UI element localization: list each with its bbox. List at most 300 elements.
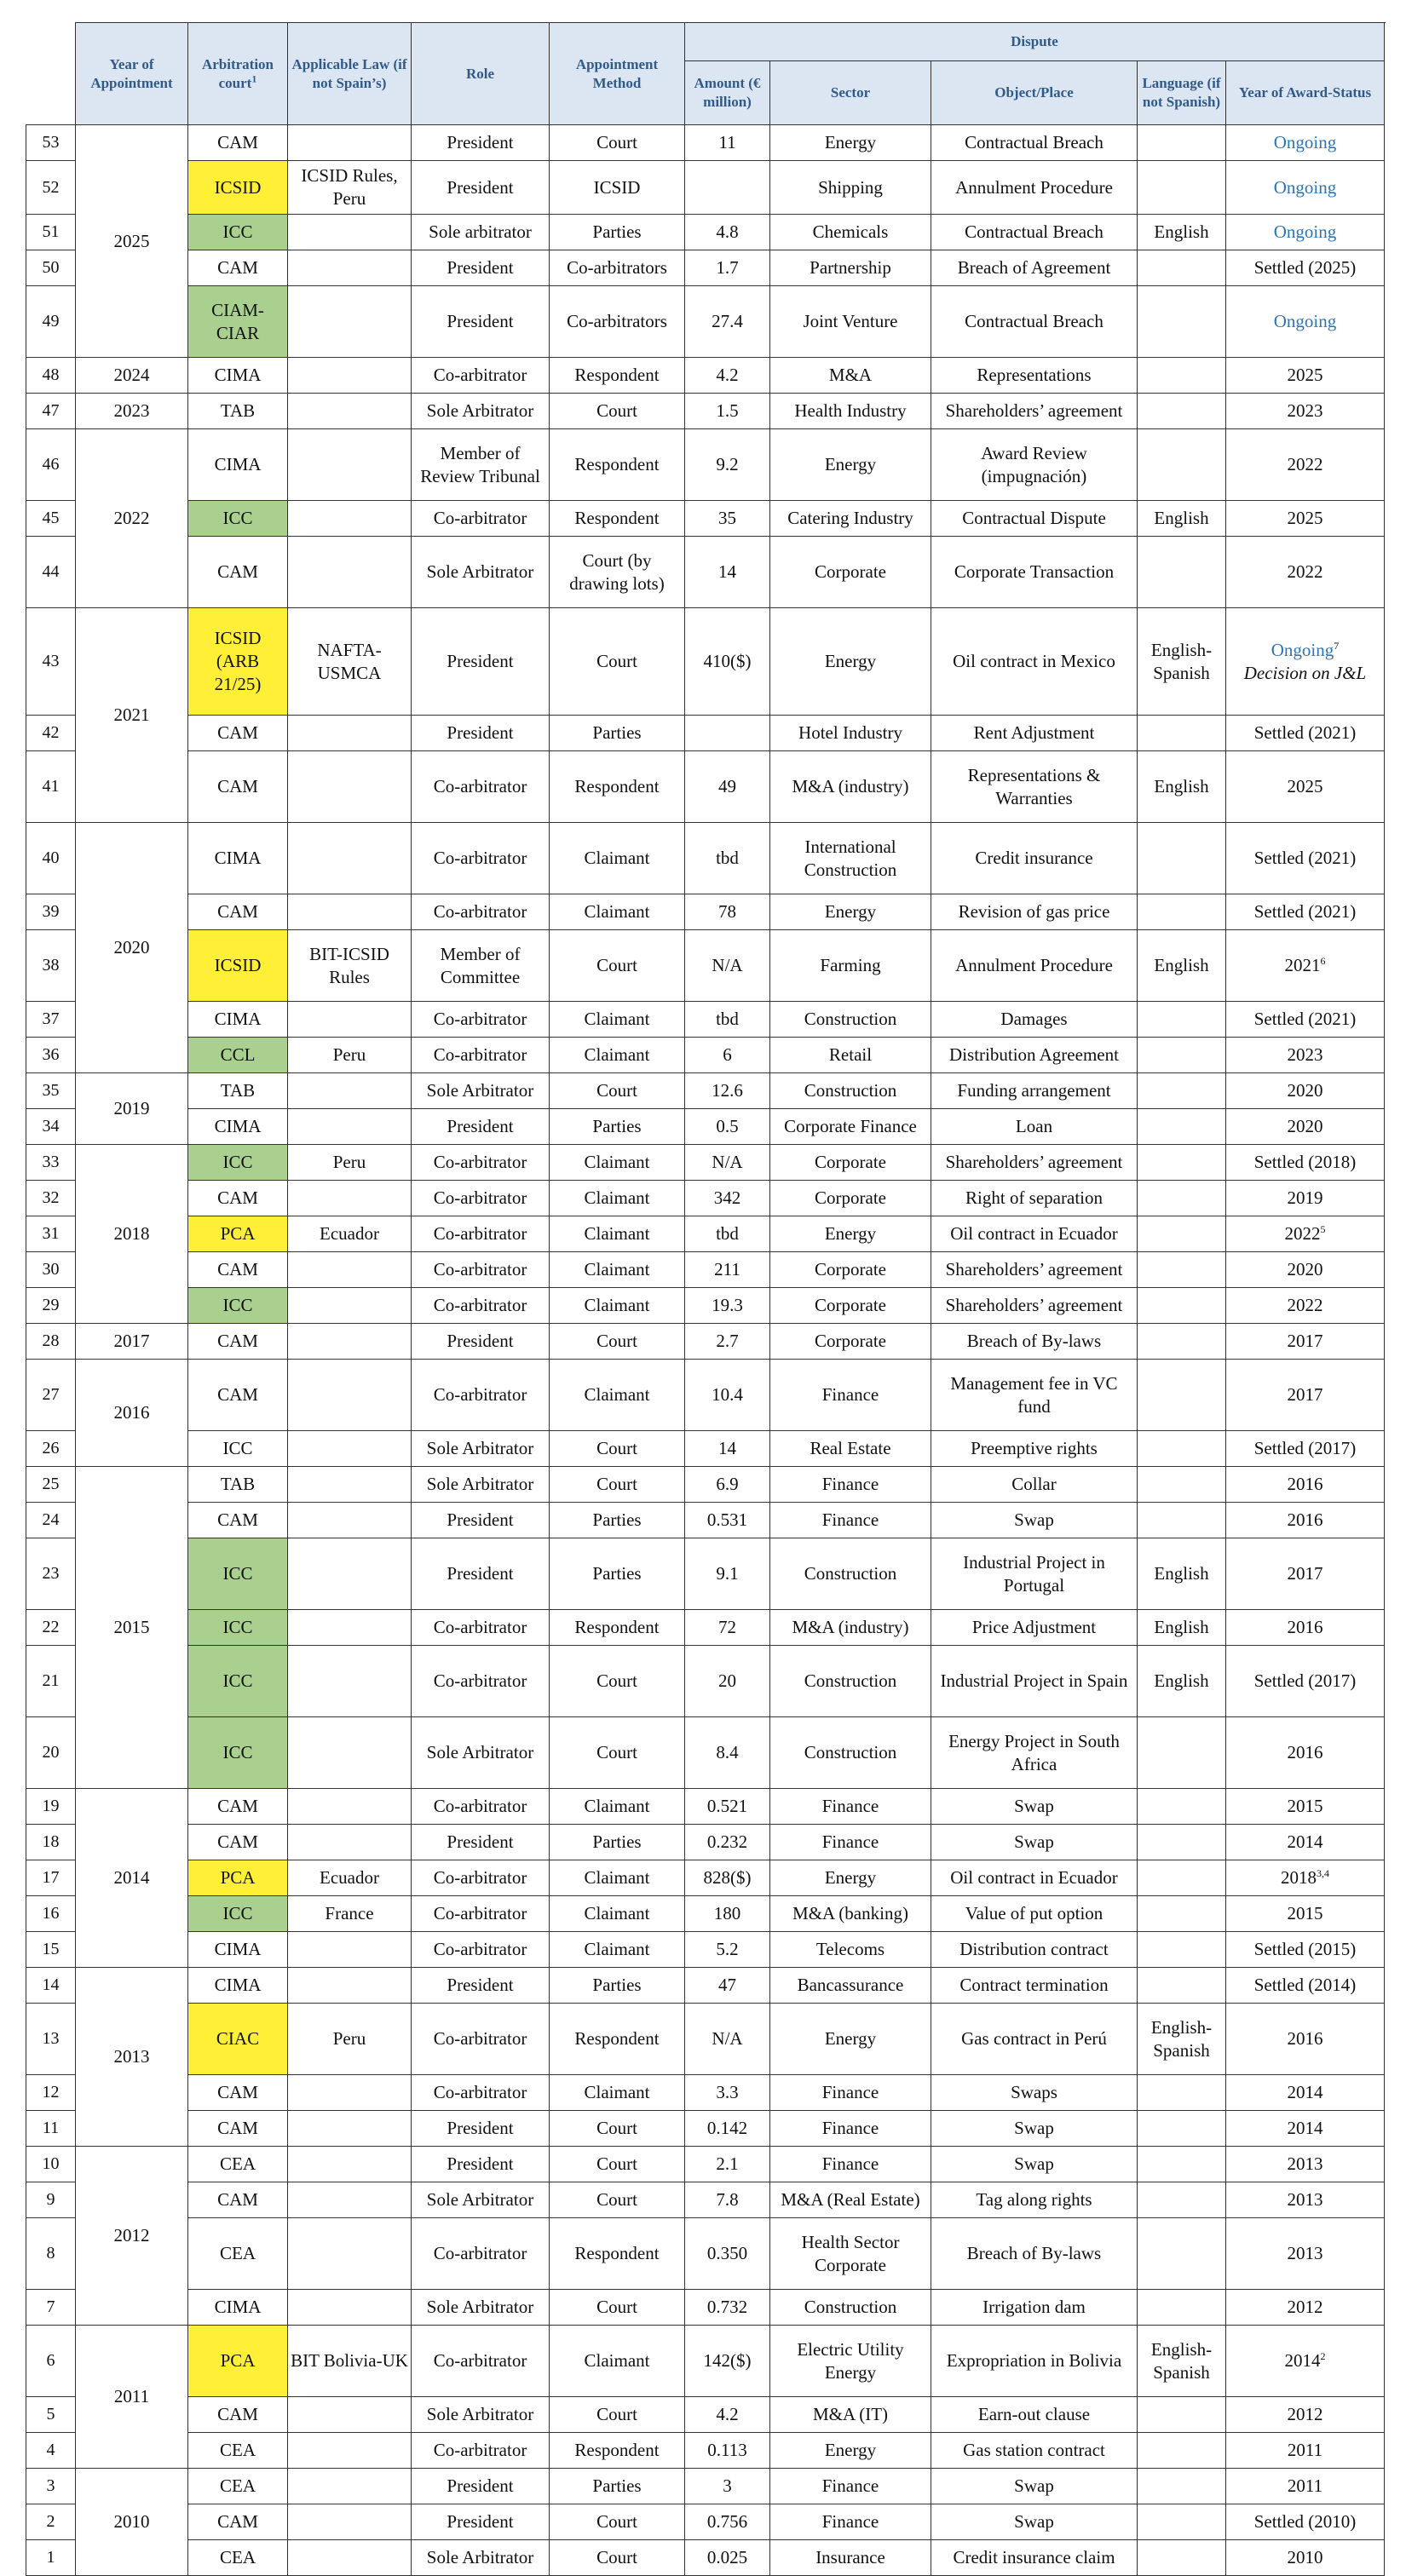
object-cell: Rent Adjustment: [931, 716, 1138, 751]
method-cell: Respondent: [550, 358, 685, 394]
sector-cell: Hotel Industry: [770, 716, 931, 751]
language-cell: [1138, 1288, 1226, 1324]
amount-cell: 8.4: [685, 1717, 770, 1789]
court-cell: PCA: [188, 2326, 288, 2397]
sector-cell: Finance: [770, 1467, 931, 1503]
object-cell: Irrigation dam: [931, 2290, 1138, 2326]
language-cell: [1138, 716, 1226, 751]
row-number: 48: [26, 358, 76, 394]
status-cell: [1226, 2147, 1385, 2182]
table-row: [26, 1467, 1385, 1503]
status-text: 2011: [1287, 2475, 1323, 2496]
role-cell: Co-arbitrator: [412, 1932, 550, 1968]
amount-cell: N/A: [685, 930, 770, 1002]
court-cell: ICC: [188, 215, 288, 250]
language-cell: [1138, 358, 1226, 394]
year-cell: 2022: [76, 429, 188, 608]
court-cell: ICC: [188, 1610, 288, 1646]
court-cell: ICSID (ARB 21/25): [188, 608, 288, 716]
row-number: 49: [26, 286, 76, 358]
table-row: [26, 1109, 1385, 1145]
sector-cell: Finance: [770, 2147, 931, 2182]
row-number: 24: [26, 1503, 76, 1538]
amount-cell: 72: [685, 1610, 770, 1646]
status-text: 2025: [1287, 365, 1323, 385]
role-cell: Co-arbitrator: [412, 2075, 550, 2111]
method-cell: Parties: [550, 215, 685, 250]
language-cell: [1138, 1145, 1226, 1181]
sector-cell: Partnership: [770, 250, 931, 286]
law-cell: [288, 1288, 412, 1324]
object-cell: Right of separation: [931, 1181, 1138, 1216]
law-cell: ICSID Rules, Peru: [288, 161, 412, 215]
status-text: 2019: [1287, 1187, 1323, 1208]
status-text: 2011: [1287, 2440, 1323, 2460]
sector-cell: Construction: [770, 1002, 931, 1038]
role-cell: Co-arbitrator: [412, 1181, 550, 1216]
law-cell: [288, 537, 412, 608]
table-row: [26, 2075, 1385, 2111]
row-number: 15: [26, 1932, 76, 1968]
role-cell: Sole Arbitrator: [412, 1073, 550, 1109]
method-cell: Respondent: [550, 1610, 685, 1646]
sector-cell: Construction: [770, 1646, 931, 1717]
role-cell: Co-arbitrator: [412, 1038, 550, 1073]
court-cell: CIMA: [188, 2290, 288, 2326]
sector-cell: M&A (IT): [770, 2397, 931, 2433]
amount-cell: 0.350: [685, 2218, 770, 2290]
table-row: [26, 1610, 1385, 1646]
status-cell: [1226, 1717, 1385, 1789]
sector-cell: Construction: [770, 1717, 931, 1789]
role-cell: Co-arbitrator: [412, 1360, 550, 1431]
status-text: Settled (2025): [1253, 257, 1357, 278]
status-cell: [1226, 2326, 1385, 2397]
table-row: [26, 1860, 1385, 1896]
status-cell: [1226, 1252, 1385, 1288]
status-cell: [1226, 2469, 1385, 2504]
row-number: 16: [26, 1896, 76, 1932]
sector-cell: Chemicals: [770, 215, 931, 250]
row-number: 29: [26, 1288, 76, 1324]
court-cell: CAM: [188, 2111, 288, 2147]
header-court-label: Arbitration court: [201, 55, 274, 91]
status-cell: [1226, 2075, 1385, 2111]
table-row: [26, 394, 1385, 429]
header-status: Year of Award-Status: [1226, 61, 1385, 125]
status-cell: [1226, 1109, 1385, 1145]
table-row: [26, 125, 1385, 161]
court-cell: CEA: [188, 2469, 288, 2504]
status-cell: [1226, 608, 1385, 716]
court-cell: CAM: [188, 537, 288, 608]
court-cell: CIMA: [188, 823, 288, 894]
amount-cell: 9.1: [685, 1538, 770, 1610]
law-cell: BIT-ICSID Rules: [288, 930, 412, 1002]
status-cell: [1226, 358, 1385, 394]
role-cell: Co-arbitrator: [412, 501, 550, 537]
law-cell: [288, 501, 412, 537]
role-cell: Sole Arbitrator: [412, 2397, 550, 2433]
status-text: 2013: [1287, 2243, 1323, 2263]
law-cell: [288, 1109, 412, 1145]
table-header: [26, 23, 1385, 125]
court-cell: CAM: [188, 1252, 288, 1288]
status-footnote: 6: [1320, 955, 1326, 967]
language-cell: [1138, 1431, 1226, 1467]
year-cell: 2018: [76, 1145, 188, 1324]
language-cell: [1138, 1825, 1226, 1860]
court-cell: ICC: [188, 1646, 288, 1717]
court-cell: CAM: [188, 2075, 288, 2111]
amount-cell: 0.113: [685, 2433, 770, 2469]
amount-cell: 0.732: [685, 2290, 770, 2326]
header-blank-corner: [26, 23, 76, 125]
status-cell: [1226, 250, 1385, 286]
status-cell: [1226, 2290, 1385, 2326]
row-number: 33: [26, 1145, 76, 1181]
amount-cell: 3.3: [685, 2075, 770, 2111]
status-text: 2016: [1287, 1474, 1323, 1494]
status-text: 2025: [1287, 776, 1323, 796]
court-cell: CAM: [188, 1503, 288, 1538]
language-cell: English: [1138, 1646, 1226, 1717]
sector-cell: Energy: [770, 894, 931, 930]
status-text: 2014: [1287, 2082, 1323, 2102]
status-text: Ongoing: [1273, 311, 1337, 331]
language-cell: English: [1138, 1538, 1226, 1610]
role-cell: Co-arbitrator: [412, 1789, 550, 1825]
amount-cell: 5.2: [685, 1932, 770, 1968]
court-cell: CAM: [188, 894, 288, 930]
status-cell: [1226, 1073, 1385, 1109]
status-footnote: 2: [1320, 2350, 1326, 2362]
table-row: [26, 1717, 1385, 1789]
header-court-footnote: 1: [251, 72, 257, 84]
sector-cell: Catering Industry: [770, 501, 931, 537]
status-text: 2015: [1287, 1903, 1323, 1923]
table-row: [26, 1145, 1385, 1181]
status-text: 2022: [1287, 561, 1323, 582]
object-cell: Swaps: [931, 2075, 1138, 2111]
sector-cell: M&A (industry): [770, 751, 931, 823]
amount-cell: 0.232: [685, 1825, 770, 1860]
year-cell: 2020: [76, 823, 188, 1073]
language-cell: English: [1138, 751, 1226, 823]
header-law: Applicable Law (if not Spain’s): [288, 23, 412, 125]
language-cell: [1138, 429, 1226, 501]
sector-cell: Energy: [770, 608, 931, 716]
role-cell: Co-arbitrator: [412, 1896, 550, 1932]
law-cell: [288, 1360, 412, 1431]
law-cell: [288, 429, 412, 501]
status-cell: [1226, 2004, 1385, 2075]
row-number: 30: [26, 1252, 76, 1288]
row-number: 19: [26, 1789, 76, 1825]
amount-cell: 1.7: [685, 250, 770, 286]
method-cell: Court: [550, 1324, 685, 1360]
object-cell: Swap: [931, 2504, 1138, 2540]
status-text: 2023: [1287, 400, 1323, 421]
court-cell: TAB: [188, 1467, 288, 1503]
table-row: [26, 930, 1385, 1002]
amount-cell: 19.3: [685, 1288, 770, 1324]
status-text: Settled (2018): [1253, 1152, 1357, 1172]
law-cell: [288, 716, 412, 751]
sector-cell: Finance: [770, 2504, 931, 2540]
object-cell: Contract termination: [931, 1968, 1138, 2004]
amount-cell: 0.756: [685, 2504, 770, 2540]
language-cell: [1138, 2182, 1226, 2218]
table-row: [26, 2004, 1385, 2075]
law-cell: Ecuador: [288, 1860, 412, 1896]
role-cell: President: [412, 2469, 550, 2504]
status-text: Settled (2021): [1253, 848, 1357, 868]
language-cell: [1138, 1968, 1226, 2004]
status-cell: [1226, 1038, 1385, 1073]
amount-cell: 6: [685, 1038, 770, 1073]
sector-cell: Retail: [770, 1038, 931, 1073]
row-number: 31: [26, 1216, 76, 1252]
table-row: [26, 2326, 1385, 2397]
court-cell: CIMA: [188, 1932, 288, 1968]
table-row: [26, 1073, 1385, 1109]
role-cell: Co-arbitrator: [412, 751, 550, 823]
object-cell: Contractual Breach: [931, 125, 1138, 161]
law-cell: [288, 751, 412, 823]
method-cell: Court: [550, 394, 685, 429]
row-number: 38: [26, 930, 76, 1002]
role-cell: Co-arbitrator: [412, 1610, 550, 1646]
sector-cell: Bancassurance: [770, 1968, 931, 2004]
row-number: 22: [26, 1610, 76, 1646]
status-cell: [1226, 716, 1385, 751]
header-court: [188, 23, 288, 125]
sector-cell: Energy: [770, 429, 931, 501]
year-cell: 2024: [76, 358, 188, 394]
year-cell: 2019: [76, 1073, 188, 1145]
method-cell: Parties: [550, 1825, 685, 1860]
role-cell: President: [412, 161, 550, 215]
status-text: Settled (2021): [1253, 1009, 1357, 1029]
method-cell: Claimant: [550, 1038, 685, 1073]
law-cell: [288, 1825, 412, 1860]
year-cell: 2014: [76, 1789, 188, 1968]
sector-cell: Energy: [770, 1216, 931, 1252]
amount-cell: 20: [685, 1646, 770, 1717]
court-cell: CEA: [188, 2218, 288, 2290]
status-cell: [1226, 394, 1385, 429]
law-cell: [288, 2290, 412, 2326]
table-row: [26, 1038, 1385, 1073]
role-cell: President: [412, 716, 550, 751]
status-text: 2014: [1284, 2350, 1321, 2371]
language-cell: [1138, 537, 1226, 608]
sector-cell: Energy: [770, 1860, 931, 1896]
row-number: 26: [26, 1431, 76, 1467]
amount-cell: 9.2: [685, 429, 770, 501]
role-cell: Co-arbitrator: [412, 823, 550, 894]
amount-cell: 6.9: [685, 1467, 770, 1503]
table-row: [26, 2504, 1385, 2540]
method-cell: Claimant: [550, 1789, 685, 1825]
status-cell: [1226, 501, 1385, 537]
language-cell: [1138, 1038, 1226, 1073]
status-text: Settled (2017): [1253, 1670, 1357, 1691]
table-row: [26, 716, 1385, 751]
role-cell: Co-arbitrator: [412, 1145, 550, 1181]
sector-cell: Real Estate: [770, 1431, 931, 1467]
language-cell: [1138, 1324, 1226, 1360]
sector-cell: Finance: [770, 1825, 931, 1860]
court-cell: CEA: [188, 2433, 288, 2469]
sector-cell: Corporate: [770, 1145, 931, 1181]
language-cell: [1138, 2218, 1226, 2290]
amount-cell: 410($): [685, 608, 770, 716]
law-cell: [288, 394, 412, 429]
sector-cell: International Construction: [770, 823, 931, 894]
status-text: Settled (2017): [1253, 1438, 1357, 1458]
sector-cell: Health Industry: [770, 394, 931, 429]
amount-cell: 0.5: [685, 1109, 770, 1145]
object-cell: Expropriation in Bolivia: [931, 2326, 1138, 2397]
role-cell: Sole Arbitrator: [412, 1467, 550, 1503]
status-text: 2014: [1287, 1831, 1323, 1852]
role-cell: President: [412, 2111, 550, 2147]
law-cell: [288, 2469, 412, 2504]
language-cell: [1138, 2504, 1226, 2540]
status-cell: [1226, 429, 1385, 501]
sector-cell: Construction: [770, 1073, 931, 1109]
object-cell: Award Review (impugnación): [931, 429, 1138, 501]
court-cell: CAM: [188, 2182, 288, 2218]
role-cell: Co-arbitrator: [412, 2218, 550, 2290]
status-text: 2017: [1287, 1384, 1323, 1405]
row-number: 43: [26, 608, 76, 716]
table-row: [26, 1252, 1385, 1288]
status-text: 2020: [1287, 1080, 1323, 1101]
table-row: [26, 1181, 1385, 1216]
status-cell: [1226, 894, 1385, 930]
row-number: 42: [26, 716, 76, 751]
method-cell: Claimant: [550, 1252, 685, 1288]
sector-cell: Finance: [770, 1503, 931, 1538]
role-cell: Co-arbitrator: [412, 2433, 550, 2469]
table-row: [26, 1288, 1385, 1324]
court-cell: CAM: [188, 250, 288, 286]
language-cell: [1138, 1360, 1226, 1431]
court-cell: CCL: [188, 1038, 288, 1073]
header-dispute: Dispute: [685, 23, 1385, 61]
law-cell: [288, 2433, 412, 2469]
law-cell: Peru: [288, 1038, 412, 1073]
role-cell: President: [412, 1538, 550, 1610]
status-cell: [1226, 1646, 1385, 1717]
law-cell: [288, 215, 412, 250]
law-cell: [288, 1181, 412, 1216]
status-text: Ongoing: [1271, 639, 1334, 660]
year-cell: 2023: [76, 394, 188, 429]
status-text: Settled (2021): [1253, 901, 1357, 922]
role-cell: President: [412, 125, 550, 161]
status-cell: [1226, 2433, 1385, 2469]
status-text: 2015: [1287, 1796, 1323, 1816]
row-number: 27: [26, 1360, 76, 1431]
amount-cell: 180: [685, 1896, 770, 1932]
header-role: Role: [412, 23, 550, 125]
object-cell: Representations: [931, 358, 1138, 394]
role-cell: Co-arbitrator: [412, 1252, 550, 1288]
method-cell: Court: [550, 608, 685, 716]
row-number: 8: [26, 2218, 76, 2290]
amount-cell: N/A: [685, 1145, 770, 1181]
role-cell: Sole arbitrator: [412, 215, 550, 250]
court-cell: CAM: [188, 125, 288, 161]
status-text: 2023: [1287, 1044, 1323, 1065]
status-cell: [1226, 1288, 1385, 1324]
court-cell: ICC: [188, 1896, 288, 1932]
amount-cell: 0.142: [685, 2111, 770, 2147]
amount-cell: 49: [685, 751, 770, 823]
status-cell: [1226, 1181, 1385, 1216]
language-cell: [1138, 394, 1226, 429]
language-cell: [1138, 2540, 1226, 2576]
language-cell: [1138, 894, 1226, 930]
amount-cell: tbd: [685, 1216, 770, 1252]
status-text: 2021: [1284, 955, 1321, 975]
method-cell: Parties: [550, 1968, 685, 2004]
status-cell: [1226, 286, 1385, 358]
method-cell: Court: [550, 2111, 685, 2147]
object-cell: Breach of By-laws: [931, 1324, 1138, 1360]
method-cell: Parties: [550, 1503, 685, 1538]
sector-cell: Telecoms: [770, 1932, 931, 1968]
status-text: 2025: [1287, 508, 1323, 528]
status-cell: [1226, 2182, 1385, 2218]
table-row: [26, 2290, 1385, 2326]
law-cell: [288, 125, 412, 161]
object-cell: Annulment Procedure: [931, 161, 1138, 215]
table-row: [26, 1431, 1385, 1467]
method-cell: Respondent: [550, 2433, 685, 2469]
language-cell: English: [1138, 501, 1226, 537]
status-cell: [1226, 751, 1385, 823]
language-cell: [1138, 1467, 1226, 1503]
court-cell: CAM: [188, 2397, 288, 2433]
method-cell: Parties: [550, 1109, 685, 1145]
court-cell: CAM: [188, 751, 288, 823]
sector-cell: Corporate: [770, 1252, 931, 1288]
amount-cell: tbd: [685, 823, 770, 894]
amount-cell: 4.2: [685, 2397, 770, 2433]
language-cell: [1138, 2111, 1226, 2147]
arbitration-table: [26, 22, 1385, 2576]
language-cell: English-Spanish: [1138, 2326, 1226, 2397]
role-cell: Sole Arbitrator: [412, 2182, 550, 2218]
court-cell: PCA: [188, 1216, 288, 1252]
law-cell: [288, 1252, 412, 1288]
method-cell: Respondent: [550, 501, 685, 537]
sector-cell: Energy: [770, 125, 931, 161]
status-cell: [1226, 1825, 1385, 1860]
law-cell: [288, 1324, 412, 1360]
row-number: 51: [26, 215, 76, 250]
language-cell: [1138, 1073, 1226, 1109]
law-cell: [288, 2147, 412, 2182]
amount-cell: tbd: [685, 1002, 770, 1038]
role-cell: Co-arbitrator: [412, 1002, 550, 1038]
method-cell: Claimant: [550, 823, 685, 894]
